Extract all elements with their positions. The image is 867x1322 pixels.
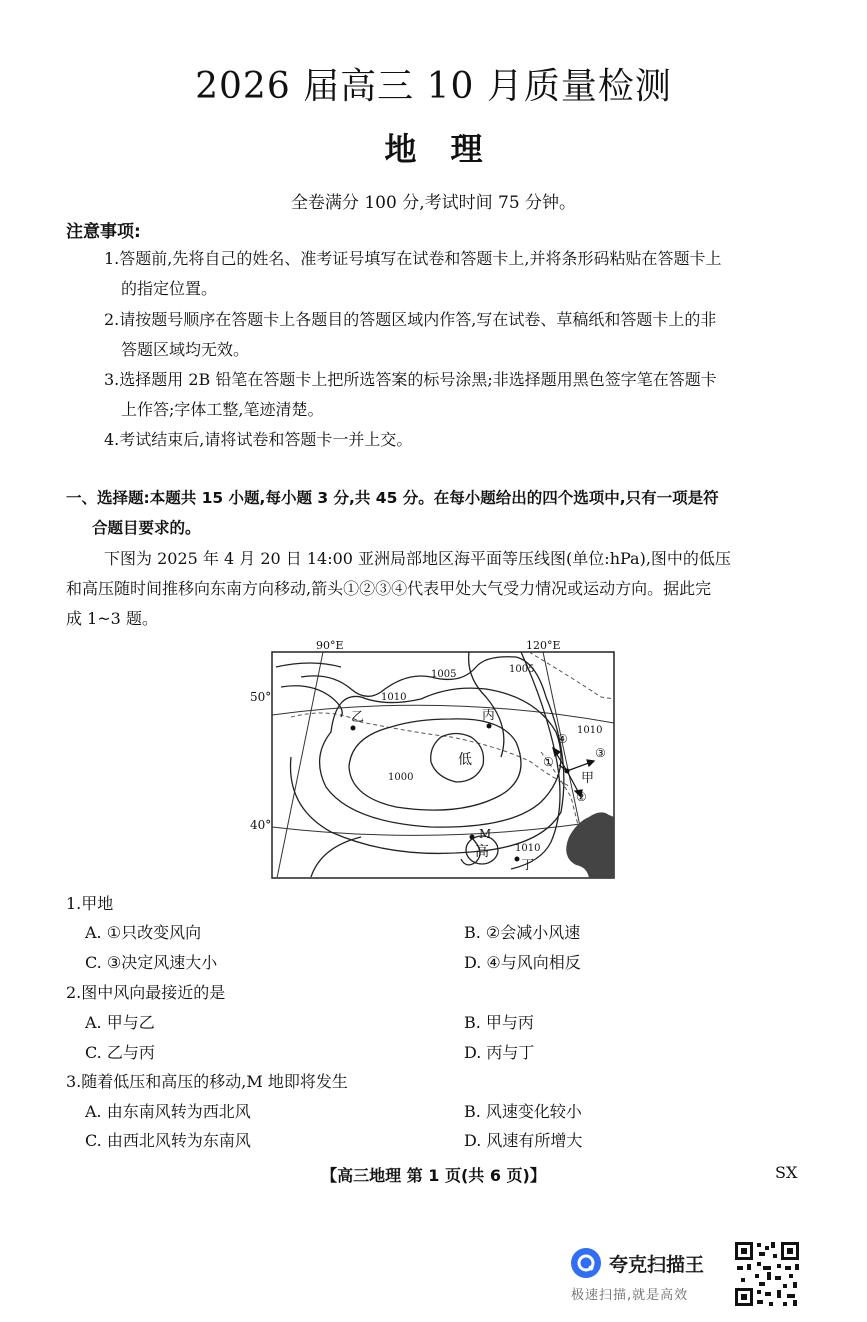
- question-stem: 2.图中风向最接近的是: [66, 983, 226, 1002]
- isobar-label: 1000: [388, 772, 414, 783]
- isobar-label: 1005: [509, 664, 535, 675]
- notice-line: 2.请按题号顺序在答题卡上各题目的答题区域内作答,写在试卷、草稿纸和答题卡上的非: [104, 310, 717, 329]
- lon-label-120e: 120°E: [526, 639, 561, 652]
- section-heading: 一、选择题:本题共 15 小题,每小题 3 分,共 45 分。在每小题给出的四个选项中,只有一项是符: [66, 489, 719, 507]
- option: D. ④与风向相反: [464, 953, 581, 972]
- point-yi: [351, 726, 356, 731]
- question-stem: 3.随着低压和高压的移动,M 地即将发生: [66, 1072, 348, 1091]
- arrow-label: ④: [557, 732, 568, 746]
- option: C. 由西北风转为东南风: [85, 1131, 251, 1150]
- option: B. 风速变化较小: [464, 1102, 582, 1121]
- notice-line: 4.考试结束后,请将试卷和答题卡一并上交。: [104, 430, 413, 449]
- isobar-label: 1005: [431, 669, 457, 680]
- point-ding: [515, 857, 520, 862]
- footer-code: SX: [775, 1163, 798, 1182]
- lon-label-90e: 90°E: [316, 639, 344, 652]
- notice-heading: 注意事项:: [66, 222, 141, 242]
- option: A. 由东南风转为西北风: [85, 1102, 251, 1121]
- option: C. ③决定风速大小: [85, 953, 218, 972]
- isobar-label: 1010: [577, 725, 603, 736]
- point-m: [470, 835, 475, 840]
- exam-meta: 全卷满分 100 分,考试时间 75 分钟。: [290, 193, 577, 213]
- arrow-label: ③: [595, 746, 606, 760]
- section-heading-cont: 合题目要求的。: [92, 519, 201, 537]
- qr-code-icon: [733, 1240, 801, 1312]
- page-footer: 【高三地理 第 1 页(共 6 页)】: [321, 1166, 546, 1185]
- option: D. 丙与丁: [464, 1043, 535, 1062]
- exam-title: 2026 届高三 10 月质量检测: [195, 66, 672, 107]
- question-stem: 1.甲地: [66, 894, 114, 913]
- option: B. 甲与丙: [464, 1013, 534, 1032]
- notice-line: 1.答题前,先将自己的姓名、准考证号填写在试卷和答题卡上,并将条形码粘贴在答题卡上: [104, 249, 722, 268]
- intro-line: 成 1~3 题。: [66, 609, 158, 628]
- option: B. ②会减小风速: [464, 923, 581, 942]
- isobar-label: 1010: [515, 843, 541, 854]
- place-label-ding: 丁: [521, 858, 535, 873]
- scanner-watermark: [571, 1248, 704, 1303]
- place-label-m: M: [479, 827, 492, 841]
- scanner-slogan: 极速扫描,就是高效: [571, 1288, 689, 1303]
- lat-label-40n: 40°: [250, 818, 272, 832]
- place-label-jia: 甲: [581, 771, 595, 786]
- scanner-logo-icon: [571, 1248, 601, 1278]
- arrow-label: ②: [576, 790, 587, 804]
- notice-line: 3.选择题用 2B 铅笔在答题卡上把所选答案的标号涂黑;非选择题用黑色签字笔在答题卡: [104, 370, 717, 389]
- option: A. 甲与乙: [85, 1013, 155, 1032]
- notice-line: 的指定位置。: [121, 279, 218, 298]
- option: D. 风速有所增大: [464, 1131, 583, 1150]
- low-pressure-label: 低: [458, 752, 472, 768]
- intro-line: 下图为 2025 年 4 月 20 日 14:00 亚洲局部地区海平面等压线图(单位:hPa),图中的低压: [104, 549, 731, 568]
- notice-line: 上作答;字体工整,笔迹清楚。: [121, 400, 324, 419]
- intro-line: 和高压随时间推移向东南方向移动,箭头①②③④代表甲处大气受力情况或运动方向。据此完: [66, 579, 712, 598]
- lat-label-50n: 50°: [250, 690, 272, 704]
- option: C. 乙与丙: [85, 1043, 155, 1062]
- subject-title: 地理: [384, 130, 517, 168]
- isobar-map: [271, 637, 617, 885]
- place-label-bing: 丙: [482, 708, 496, 723]
- arrow-label: ①: [543, 755, 554, 769]
- high-pressure-label: 高: [475, 844, 489, 860]
- isobar-label: 1010: [381, 692, 407, 703]
- place-label-yi: 乙: [351, 710, 365, 725]
- option: A. ①只改变风向: [85, 923, 202, 942]
- notice-line: 答题区域均无效。: [121, 340, 250, 359]
- scanner-brand-name: 夸克扫描王: [609, 1253, 705, 1276]
- point-bing: [487, 724, 492, 729]
